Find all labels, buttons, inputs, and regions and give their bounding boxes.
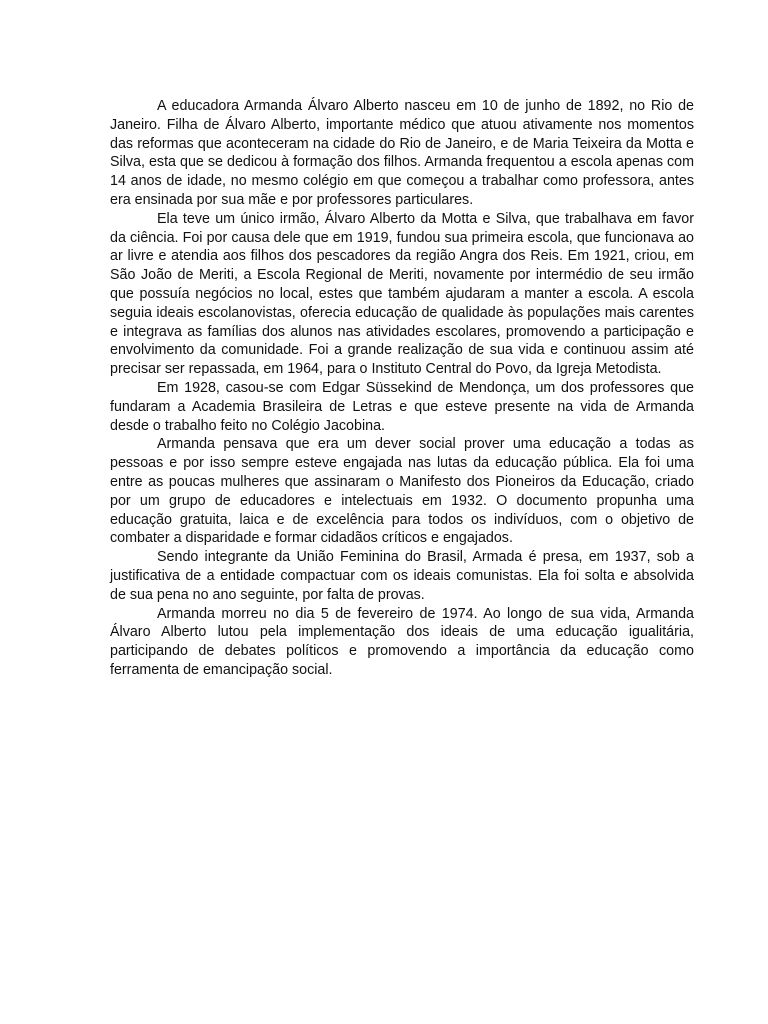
document-body — [110, 97, 694, 680]
paragraph-arrest: Sendo integrante da União Feminina do Brasil, Armada é presa, em 1937, sob a justificativa de a entidade compactuar com os ideais comunistas. Ela foi solta e absolvida de sua pena no ano seguinte, por falta de provas. — [110, 549, 694, 603]
paragraph-marriage: Em 1928, casou-se com Edgar Süssekind de Mendonça, um dos professores que fundaram a Academia Brasileira de Letras e que esteve presente na vida de Armanda desde o trabalho feito no Colégio Jacobina. — [110, 379, 694, 434]
paragraph-manifesto: Armanda pensava que era um dever social prover uma educação a todas as pessoas e por isso sempre esteve engajada nas lutas da educação pública. Ela foi uma entre as poucas mulheres que assinaram o Manifesto dos Pioneiros da Educação, criado por um grupo de educadores e intelectuais em 1932. O documento propunha uma educação gratuita, laica e de excelência para todos os indivíduos, com o objetivo de combater a disparidade e formar cidadãos críticos e engajados. — [110, 436, 694, 547]
paragraph-brother-schools: Ela teve um único irmão, Álvaro Alberto da Motta e Silva, que trabalhava em favor da ciência. Foi por causa dele que em 1919, fundou sua primeira escola, que funcionava ao ar livre e atendia aos filhos dos pescadores da região Angra dos Reis. Em 1921, criou, em São João de Meriti, a Escola Regional de Meriti, novamente por intermédio de seu irmão que possuía negócios no local, estes que também ajudaram a manter a escola. A escola seguia ideais escolanovistas, oferecia educação de qualidade às populações mais carentes e integrava as famílias dos alunos nas atividades escolares, promovendo a participação e envolvimento da comunidade. Foi a grande realização de sua vida e continuou assim até precisar ser repassada, em 1964, para o Instituto Central do Povo, da Igreja Metodista. — [110, 210, 694, 378]
paragraph-death: Armanda morreu no dia 5 de fevereiro de 1974. Ao longo de sua vida, Armanda Álvaro Alberto lutou pela implementação dos ideais de uma educação igualitária, participando de debates políticos e promovendo a importância da educação como ferramenta de emancipação social. — [110, 605, 694, 678]
paragraph-birth: A educadora Armanda Álvaro Alberto nasceu em 10 de junho de 1892, no Rio de Janeiro. Filha de Álvaro Alberto, importante médico que atuou ativamente nos momentos das reformas que aconteceram na cidade do Rio de Janeiro, e de Maria Teixeira da Motta e Silva, esta que se dedicou à formação dos filhos. Armanda frequentou a escola apenas com 14 anos de idade, no mesmo colégio em que começou a trabalhar como professora, antes era ensinada por sua mãe e por professores particulares. — [110, 98, 694, 208]
